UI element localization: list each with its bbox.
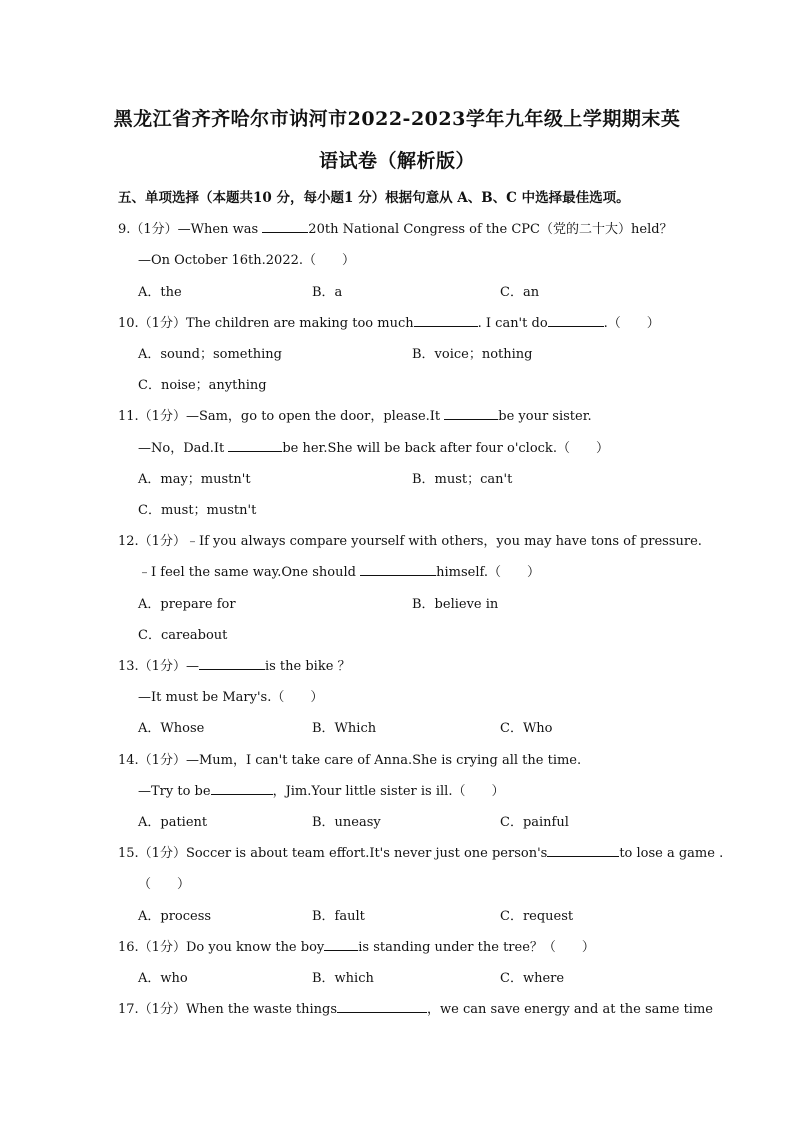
question-14-stem: 14.（1分）—Mum，I can't take care of Anna.She is crying all the time.	[118, 753, 582, 768]
question-13-option-b: B．Which	[312, 721, 377, 736]
question-14-option-a: A．patient	[138, 815, 208, 830]
question-16-option-b: B．which	[312, 971, 374, 986]
question-13-option-c: C．Who	[500, 721, 553, 736]
question-16-option-c: C．where	[500, 971, 565, 986]
question-10-option-c: C．noise；anything	[138, 378, 267, 393]
question-11-stem: 11.（1分）—Sam，go to open the door，please.It be your sister.	[118, 409, 592, 424]
question-9-option-c: C．an	[500, 285, 540, 300]
question-15-option-a: A．process	[138, 909, 212, 924]
question-12-option-a: A．prepare for	[138, 597, 236, 612]
question-16-stem: 16.（1分）Do you know the boy is standing under the tree？（ ）	[118, 940, 595, 955]
question-13-option-a: A．Whose	[138, 721, 205, 736]
question-13-stem: 13.（1分）— is the bike ？	[118, 659, 351, 674]
question-9-option-a: A．the	[138, 285, 182, 300]
question-12-reply: ﹣I feel the same way.One should himself.（ ）	[138, 565, 540, 580]
question-17-stem: 17.（1分）When the waste things ，we can save energy and at the same time	[118, 1002, 713, 1017]
answer-blank	[360, 563, 436, 576]
question-14-option-b: B．uneasy	[312, 815, 381, 830]
question-15-option-b: B．fault	[312, 909, 365, 924]
answer-blank	[444, 407, 498, 420]
question-15-stem: 15.（1分）Soccer is about team effort.It's never just one person's to lose a game .	[118, 846, 724, 861]
question-16-option-a: A．who	[138, 971, 188, 986]
question-12-option-b: B．believe in	[412, 597, 499, 612]
answer-blank	[324, 938, 358, 951]
answer-blank	[547, 844, 619, 857]
answer-blank	[199, 657, 265, 670]
question-9-reply: —On October 16th.2022.（ ）	[138, 253, 356, 268]
question-9-option-b: B．a	[312, 285, 343, 300]
answer-blank	[262, 220, 308, 233]
answer-blank	[548, 314, 604, 327]
question-15-option-c: C．request	[500, 909, 574, 924]
question-14-reply: —Try to be ，Jim.Your little sister is ill.（ ）	[138, 784, 505, 799]
section-heading: 五、单项选择（本题共10 分，每小题1 分）根据句意从 A、B、C 中选择最佳选项。	[118, 190, 630, 206]
question-10-option-a: A．sound；something	[138, 347, 282, 362]
answer-blank	[337, 1000, 427, 1013]
exam-title-line-1: 黑龙江省齐齐哈尔市讷河市2022-2023学年九年级上学期期末英	[113, 108, 681, 130]
question-12-option-c: C．careabout	[138, 628, 228, 643]
question-13-reply: —It must be Mary's.（ ）	[138, 690, 324, 705]
answer-blank	[211, 782, 273, 795]
question-11-reply: —No，Dad.It be her.She will be back after four o'clock.（ ）	[138, 441, 609, 456]
question-15-reply: （ ）	[138, 877, 191, 892]
exam-title-line-2: 语试卷（解析版）	[318, 150, 475, 172]
answer-blank	[228, 439, 282, 452]
question-11-option-a: A．may；mustn't	[138, 472, 251, 487]
question-10-stem: 10.（1分）The children are making too much . I can't do .（ ）	[118, 316, 660, 331]
question-11-option-b: B．must；can't	[412, 472, 513, 487]
question-10-option-b: B．voice；nothing	[412, 347, 533, 362]
answer-blank	[414, 314, 478, 327]
question-11-option-c: C．must；mustn't	[138, 503, 257, 518]
question-14-option-c: C．painful	[500, 815, 569, 830]
question-12-stem: 12.（1分）﹣If you always compare yourself with others，you may have tons of pressure.	[118, 534, 702, 549]
question-9-stem: 9.（1分）—When was 20th National Congress of the CPC（党的二十大）held？	[118, 222, 673, 237]
